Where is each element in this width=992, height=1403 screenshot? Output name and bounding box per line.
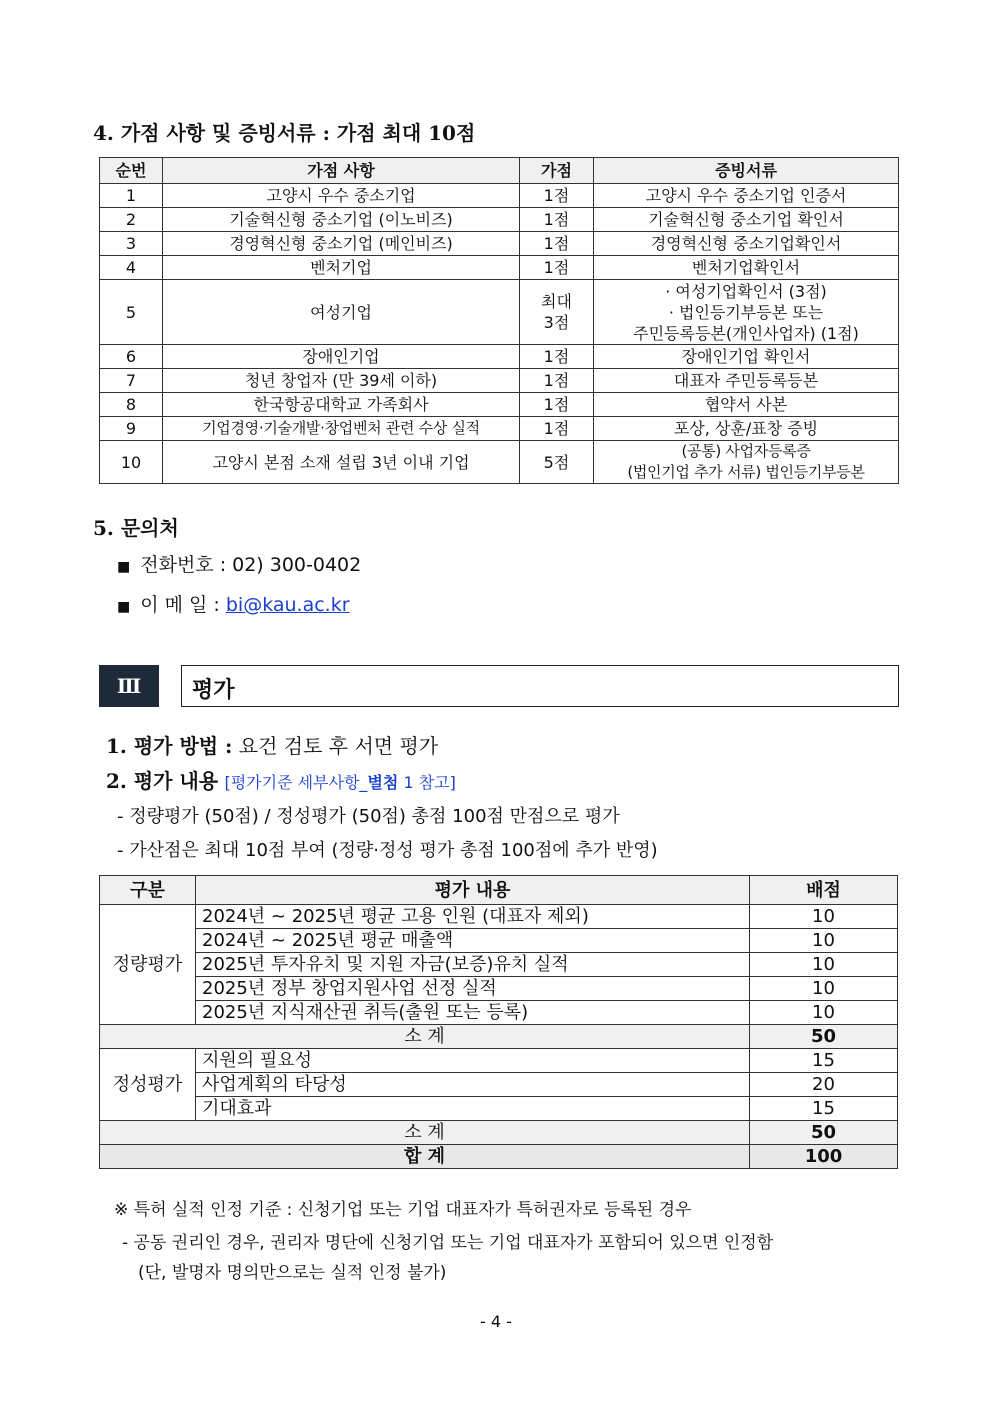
- row-docs: 포상, 상훈/표창 증빙: [594, 417, 899, 441]
- table-row: [100, 1073, 898, 1097]
- row-docs: 고양시 우수 중소기업 인증서: [594, 184, 899, 208]
- eval-content-ref: [224, 773, 455, 792]
- row-docs: [594, 280, 899, 345]
- chapter-title: 평가: [192, 677, 235, 703]
- row-points-line1: 최대: [541, 292, 572, 311]
- header-content: 평가 내용: [196, 876, 750, 905]
- total-row: [100, 1145, 898, 1169]
- table-row: [100, 393, 899, 417]
- row-points: 1점: [520, 345, 594, 369]
- header-points: 가점: [520, 158, 594, 184]
- header-category: 구분: [100, 876, 196, 905]
- row-docs-line1: (공통) 사업자등록증: [681, 442, 811, 460]
- row-docs-line2: · 법인등기부등본 또는: [668, 302, 824, 322]
- qual-subtotal-row: [100, 1121, 898, 1145]
- qual-category: 정성평가: [100, 1049, 196, 1121]
- quant-category: 정량평가: [100, 905, 196, 1025]
- eval-method-text: 요건 검토 후 서면 평가: [232, 734, 439, 758]
- row-item: 경영혁신형 중소기업 (메인비즈): [163, 232, 520, 256]
- row-points: 1점: [520, 232, 594, 256]
- quant-subtotal-label: 소 계: [100, 1025, 750, 1049]
- row-text: 지원의 필요성: [196, 1049, 750, 1073]
- quant-subtotal: 50: [750, 1025, 898, 1049]
- qual-subtotal: 50: [750, 1121, 898, 1145]
- table-row: [100, 1001, 898, 1025]
- row-points: 1점: [520, 256, 594, 280]
- email-link[interactable]: bi@kau.ac.kr: [225, 594, 350, 616]
- note-1: ※ 특허 실적 인정 기준 : 신청기업 또는 기업 대표자가 특허권자로 등록된 경우: [114, 1200, 692, 1220]
- header-no: 순번: [100, 158, 163, 184]
- row-item: 고양시 본점 소재 설립 3년 이내 기업: [163, 441, 520, 484]
- qual-subtotal-label: 소 계: [100, 1121, 750, 1145]
- table-row: [100, 929, 898, 953]
- ref-bold: 별첨: [367, 773, 399, 792]
- bonus-table-header: [100, 158, 899, 184]
- total-label: 합 계: [100, 1145, 750, 1169]
- row-docs: 경영혁신형 중소기업확인서: [594, 232, 899, 256]
- row-score: 10: [750, 953, 898, 977]
- row-item: 장애인기업: [163, 345, 520, 369]
- row-score: 15: [750, 1049, 898, 1073]
- score-table: [99, 875, 898, 1169]
- row-text: 사업계획의 타당성: [196, 1073, 750, 1097]
- table-row: [100, 1097, 898, 1121]
- eval-line1: - 정량평가 (50점) / 정성평가 (50점) 총점 100점 만점으로 평가: [117, 806, 620, 827]
- row-docs: 장애인기업 확인서: [594, 345, 899, 369]
- table-row: [100, 232, 899, 256]
- row-score: 20: [750, 1073, 898, 1097]
- row-text: 기대효과: [196, 1097, 750, 1121]
- row-score: 10: [750, 977, 898, 1001]
- row-no: 4: [100, 256, 163, 280]
- header-score: 배점: [750, 876, 898, 905]
- row-points: 1점: [520, 393, 594, 417]
- header-item: 가점 사항: [163, 158, 520, 184]
- header-docs: 증빙서류: [594, 158, 899, 184]
- note-2: - 공동 권리인 경우, 권리자 명단에 신청기업 또는 기업 대표자가 포함되어 있으면 인정함: [122, 1233, 774, 1253]
- table-row: [100, 977, 898, 1001]
- row-points: 1점: [520, 369, 594, 393]
- row-score: 10: [750, 929, 898, 953]
- row-item: 한국항공대학교 가족회사: [163, 393, 520, 417]
- table-row: [100, 208, 899, 232]
- row-points: [520, 280, 594, 345]
- row-docs: 대표자 주민등록등본: [594, 369, 899, 393]
- phone-line: [117, 550, 361, 577]
- row-no: 9: [100, 417, 163, 441]
- row-docs: 벤처기업확인서: [594, 256, 899, 280]
- row-docs: 기술혁신형 중소기업 확인서: [594, 208, 899, 232]
- row-points: 5점: [520, 441, 594, 484]
- row-docs-line1: · 여성기업확인서 (3점): [665, 281, 827, 301]
- row-points: 1점: [520, 417, 594, 441]
- table-row: [100, 184, 899, 208]
- eval-content-line: [106, 765, 456, 794]
- row-text: 2025년 지식재산권 취득(출원 또는 등록): [196, 1001, 750, 1025]
- eval-content-label: 2. 평가 내용: [106, 769, 219, 793]
- row-text: 2025년 투자유치 및 지원 자금(보증)유치 실적: [196, 953, 750, 977]
- table-row: [100, 905, 898, 929]
- row-score: 10: [750, 1001, 898, 1025]
- table-row: [100, 953, 898, 977]
- row-no: 6: [100, 345, 163, 369]
- email-label: 이 메 일 :: [140, 594, 226, 616]
- square-bullet-icon: ■: [117, 599, 131, 615]
- row-docs: [594, 441, 899, 484]
- score-table-header: [100, 876, 898, 905]
- row-no: 5: [100, 280, 163, 345]
- table-row: [100, 280, 899, 345]
- row-docs: 협약서 사본: [594, 393, 899, 417]
- row-item: 청년 창업자 (만 39세 이하): [163, 369, 520, 393]
- row-no: 7: [100, 369, 163, 393]
- eval-line2: - 가산점은 최대 10점 부여 (정량·정성 평가 총점 100점에 추가 반영): [117, 840, 658, 861]
- row-item: 기업경영·기술개발·창업벤처 관련 수상 실적: [163, 417, 520, 441]
- email-line: [117, 590, 350, 617]
- eval-method-label: 1. 평가 방법 :: [106, 734, 233, 758]
- row-points: 1점: [520, 208, 594, 232]
- row-score: 15: [750, 1097, 898, 1121]
- row-item: 고양시 우수 중소기업: [163, 184, 520, 208]
- phone-text: 전화번호 : 02) 300-0402: [140, 554, 362, 576]
- chapter-numeral: Ⅲ: [99, 665, 159, 707]
- row-no: 10: [100, 441, 163, 484]
- row-text: 2025년 정부 창업지원사업 선정 실적: [196, 977, 750, 1001]
- table-row: [100, 256, 899, 280]
- table-row: [100, 441, 899, 484]
- ref-suffix: 1 참고]: [398, 773, 456, 792]
- row-docs-line2: (법인기업 추가 서류) 법인등기부등본: [627, 463, 865, 481]
- row-no: 2: [100, 208, 163, 232]
- row-docs-line3: 주민등록등본(개인사업자) (1점): [633, 323, 859, 343]
- total-score: 100: [750, 1145, 898, 1169]
- row-no: 1: [100, 184, 163, 208]
- row-points-line2: 3점: [543, 313, 570, 332]
- eval-method-line: [106, 730, 438, 759]
- row-item: 벤처기업: [163, 256, 520, 280]
- page-number: - 4 -: [480, 1312, 512, 1331]
- row-item: 여성기업: [163, 280, 520, 345]
- row-points: 1점: [520, 184, 594, 208]
- quant-subtotal-row: [100, 1025, 898, 1049]
- table-row: [100, 345, 899, 369]
- row-item: 기술혁신형 중소기업 (이노비즈): [163, 208, 520, 232]
- note-3: (단, 발명자 명의만으로는 실적 인정 불가): [138, 1263, 447, 1283]
- chapter-title-box: [181, 665, 899, 707]
- ref-prefix: [평가기준 세부사항_: [224, 773, 368, 792]
- section5-title: 5. 문의처: [93, 516, 179, 540]
- bonus-table: [99, 157, 899, 484]
- row-no: 8: [100, 393, 163, 417]
- row-score: 10: [750, 905, 898, 929]
- table-row: [100, 1049, 898, 1073]
- table-row: [100, 369, 899, 393]
- row-text: 2024년 ~ 2025년 평균 고용 인원 (대표자 제외): [196, 905, 750, 929]
- table-row: [100, 417, 899, 441]
- row-no: 3: [100, 232, 163, 256]
- section4-title: 4. 가점 사항 및 증빙서류 : 가점 최대 10점: [93, 121, 476, 145]
- row-text: 2024년 ~ 2025년 평균 매출액: [196, 929, 750, 953]
- square-bullet-icon: ■: [117, 559, 131, 575]
